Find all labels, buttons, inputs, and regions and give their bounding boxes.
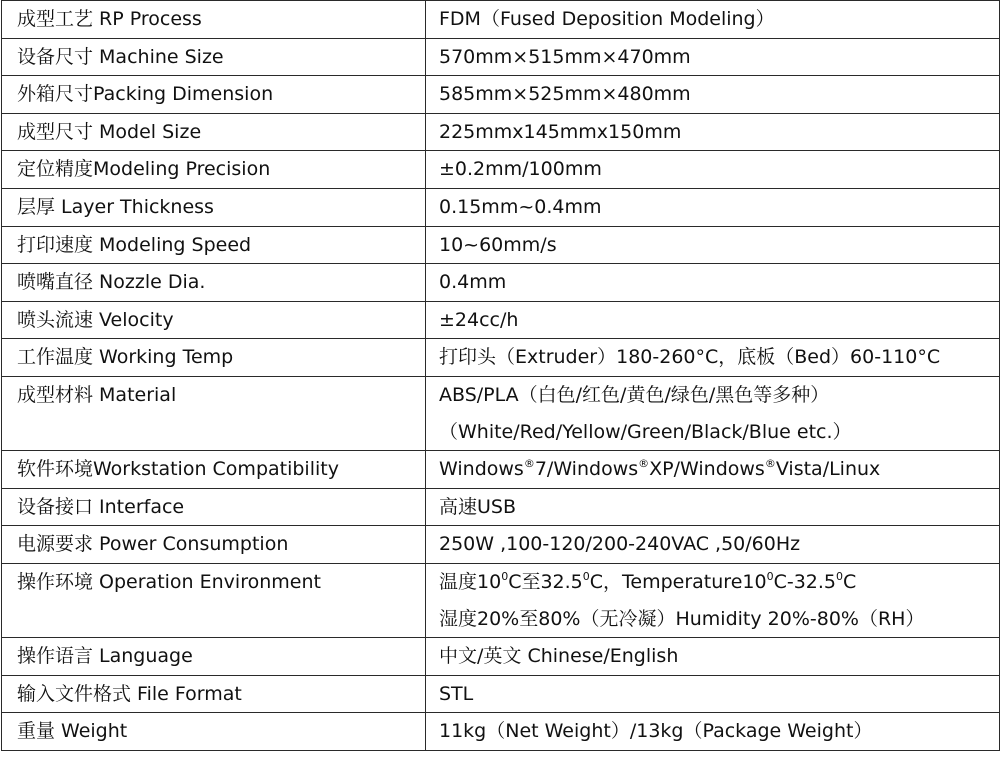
degree-superscript: 0 — [766, 569, 774, 583]
degree-superscript: 0 — [836, 569, 844, 583]
spec-label: 设备接口 Interface — [2, 488, 426, 526]
spec-value — [426, 376, 1000, 450]
spec-label: 成型工艺 RP Process — [2, 1, 426, 39]
spec-label: 成型材料 Material — [2, 376, 426, 450]
spec-label: 重量 Weight — [2, 713, 426, 751]
table-row — [2, 638, 1000, 676]
table-row — [2, 563, 1000, 637]
degree-superscript: 0 — [501, 569, 509, 583]
value-text: C — [843, 570, 857, 593]
spec-value — [426, 451, 1000, 489]
spec-label: 成型尺寸 Model Size — [2, 113, 426, 151]
table-row — [2, 76, 1000, 114]
spec-value-line — [439, 564, 989, 601]
table-row — [2, 376, 1000, 450]
table-row — [2, 38, 1000, 76]
spec-label: 操作环境 Operation Environment — [2, 563, 426, 637]
table-row — [2, 451, 1000, 489]
spec-value: 打印头（Extruder）180-260°C，底板（Bed）60-110°C — [426, 339, 1000, 377]
value-text: XP/Windows — [649, 458, 765, 481]
value-text: C-32.5 — [773, 570, 837, 593]
spec-value: 10~60mm/s — [426, 226, 1000, 264]
table-row — [2, 713, 1000, 751]
spec-label: 定位精度Modeling Precision — [2, 151, 426, 189]
table-row — [2, 301, 1000, 339]
spec-value: STL — [426, 675, 1000, 713]
value-text: 温度10 — [439, 570, 502, 593]
spec-value: 高速USB — [426, 488, 1000, 526]
spec-label: 输入文件格式 File Format — [2, 675, 426, 713]
spec-value: FDM（Fused Deposition Modeling） — [426, 1, 1000, 39]
spec-value: ±0.2mm/100mm — [426, 151, 1000, 189]
table-row — [2, 675, 1000, 713]
spec-value: 0.15mm~0.4mm — [426, 188, 1000, 226]
spec-value: 570mm×515mm×470mm — [426, 38, 1000, 76]
table-row — [2, 226, 1000, 264]
spec-label: 外箱尺寸Packing Dimension — [2, 76, 426, 114]
spec-value: 225mmx145mmx150mm — [426, 113, 1000, 151]
spec-label: 设备尺寸 Machine Size — [2, 38, 426, 76]
spec-label: 层厚 Layer Thickness — [2, 188, 426, 226]
table-row — [2, 526, 1000, 564]
spec-value: 11kg（Net Weight）/13kg（Package Weight） — [426, 713, 1000, 751]
table-row — [2, 188, 1000, 226]
spec-value: 250W ,100-120/200-240VAC ,50/60Hz — [426, 526, 1000, 564]
table-row — [2, 151, 1000, 189]
registered-mark: ® — [523, 457, 535, 471]
value-text: Vista/Linux — [775, 458, 881, 481]
spec-label: 喷嘴直径 Nozzle Dia. — [2, 264, 426, 302]
spec-label: 电源要求 Power Consumption — [2, 526, 426, 564]
registered-mark: ® — [638, 457, 650, 471]
table-row — [2, 264, 1000, 302]
spec-value: ±24cc/h — [426, 301, 1000, 339]
spec-label: 操作语言 Language — [2, 638, 426, 676]
spec-value: 0.4mm — [426, 264, 1000, 302]
value-text: C，Temperature10 — [589, 570, 767, 593]
value-text: C至32.5 — [508, 570, 583, 593]
spec-label: 打印速度 Modeling Speed — [2, 226, 426, 264]
spec-label: 喷头流速 Velocity — [2, 301, 426, 339]
registered-mark: ® — [764, 457, 776, 471]
spec-value: 585mm×525mm×480mm — [426, 76, 1000, 114]
spec-value-line: （White/Red/Yellow/Green/Black/Blue etc.） — [439, 420, 852, 443]
spec-value — [426, 563, 1000, 637]
value-text: 7/Windows — [534, 458, 639, 481]
spec-value-line: ABS/PLA（白色/红色/黄色/绿色/黑色等多种） — [439, 383, 830, 406]
spec-label: 工作温度 Working Temp — [2, 339, 426, 377]
table-row — [2, 339, 1000, 377]
spec-label: 软件环境Workstation Compatibility — [2, 451, 426, 489]
spec-value: 中文/英文 Chinese/English — [426, 638, 1000, 676]
spec-value-line: 湿度20%至80%（无冷凝）Humidity 20%-80%（RH） — [439, 607, 925, 630]
degree-superscript: 0 — [582, 569, 590, 583]
spec-table — [1, 0, 1000, 751]
table-row — [2, 1, 1000, 39]
table-row — [2, 113, 1000, 151]
value-text: Windows — [439, 458, 524, 481]
table-row — [2, 488, 1000, 526]
